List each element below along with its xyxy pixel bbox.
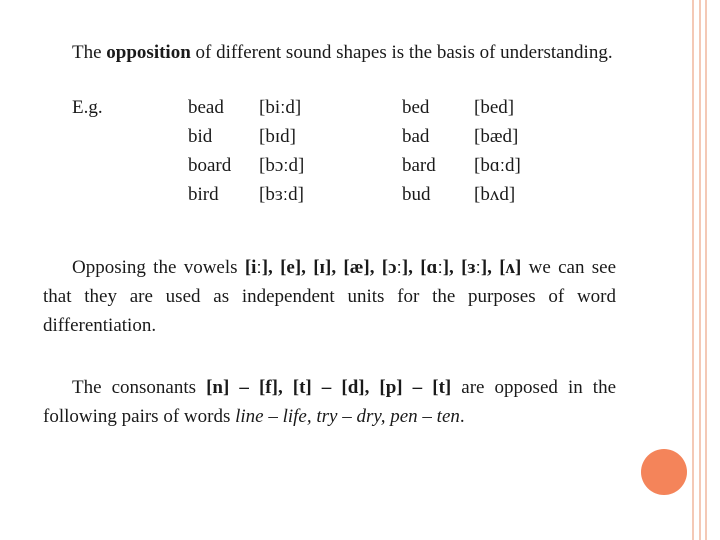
intro-text-end: of different sound shapes is the basis of understanding. — [190, 42, 613, 63]
example-word: board — [188, 155, 232, 176]
example-transcription: [bɪd] — [259, 126, 296, 147]
example-transcription: [bʌd] — [474, 184, 516, 205]
intro-paragraph — [43, 38, 616, 67]
example-word: bad — [402, 126, 430, 147]
consonants-text-end: . — [459, 406, 465, 427]
example-word: bead — [188, 97, 224, 118]
example-word: bid — [188, 126, 213, 147]
consonants-text-middle: are opposed in the following pairs of words — [43, 377, 617, 427]
example-row — [43, 93, 616, 122]
example-row — [43, 180, 616, 209]
example-word: bud — [402, 184, 431, 205]
examples-block — [43, 93, 616, 209]
example-transcription: [biːd] — [259, 97, 302, 118]
example-transcription: [bæd] — [474, 126, 519, 147]
vowels-paragraph — [43, 253, 616, 340]
consonants-list: [n] – [f], [t] – [d], [p] – [t] — [206, 377, 452, 398]
example-transcription: [bɔːd] — [259, 155, 305, 176]
example-word: bard — [402, 155, 436, 176]
example-row — [43, 122, 616, 151]
example-transcription: [bed] — [474, 97, 515, 118]
decorative-circle — [641, 449, 687, 495]
example-transcription: [bɑːd] — [474, 155, 521, 176]
examples-label: E.g. — [72, 97, 103, 118]
example-word: bird — [188, 184, 219, 205]
example-transcription: [bɜːd] — [259, 184, 304, 205]
consonants-word-pairs: line – life, try – dry, pen – ten — [235, 406, 460, 427]
vowels-text-start: Opposing the vowels — [72, 257, 245, 278]
vowels-list: [iː], [e], [ɪ], [æ], [ɔː], [ɑː], [ɜː], [ʌ] — [244, 257, 522, 278]
consonants-paragraph — [43, 373, 616, 431]
border-stripe-3 — [705, 0, 707, 540]
consonants-text-start: The consonants — [72, 377, 207, 398]
example-word: bed — [402, 97, 430, 118]
example-row — [43, 151, 616, 180]
intro-keyword: opposition — [106, 42, 191, 63]
border-stripe-1 — [692, 0, 694, 540]
slide-content — [43, 38, 616, 431]
border-stripe-2 — [699, 0, 701, 540]
intro-text-start: The — [72, 42, 107, 63]
vowels-text-end: we can see that they are used as independent units for the purposes of word differentiation. — [43, 257, 617, 336]
